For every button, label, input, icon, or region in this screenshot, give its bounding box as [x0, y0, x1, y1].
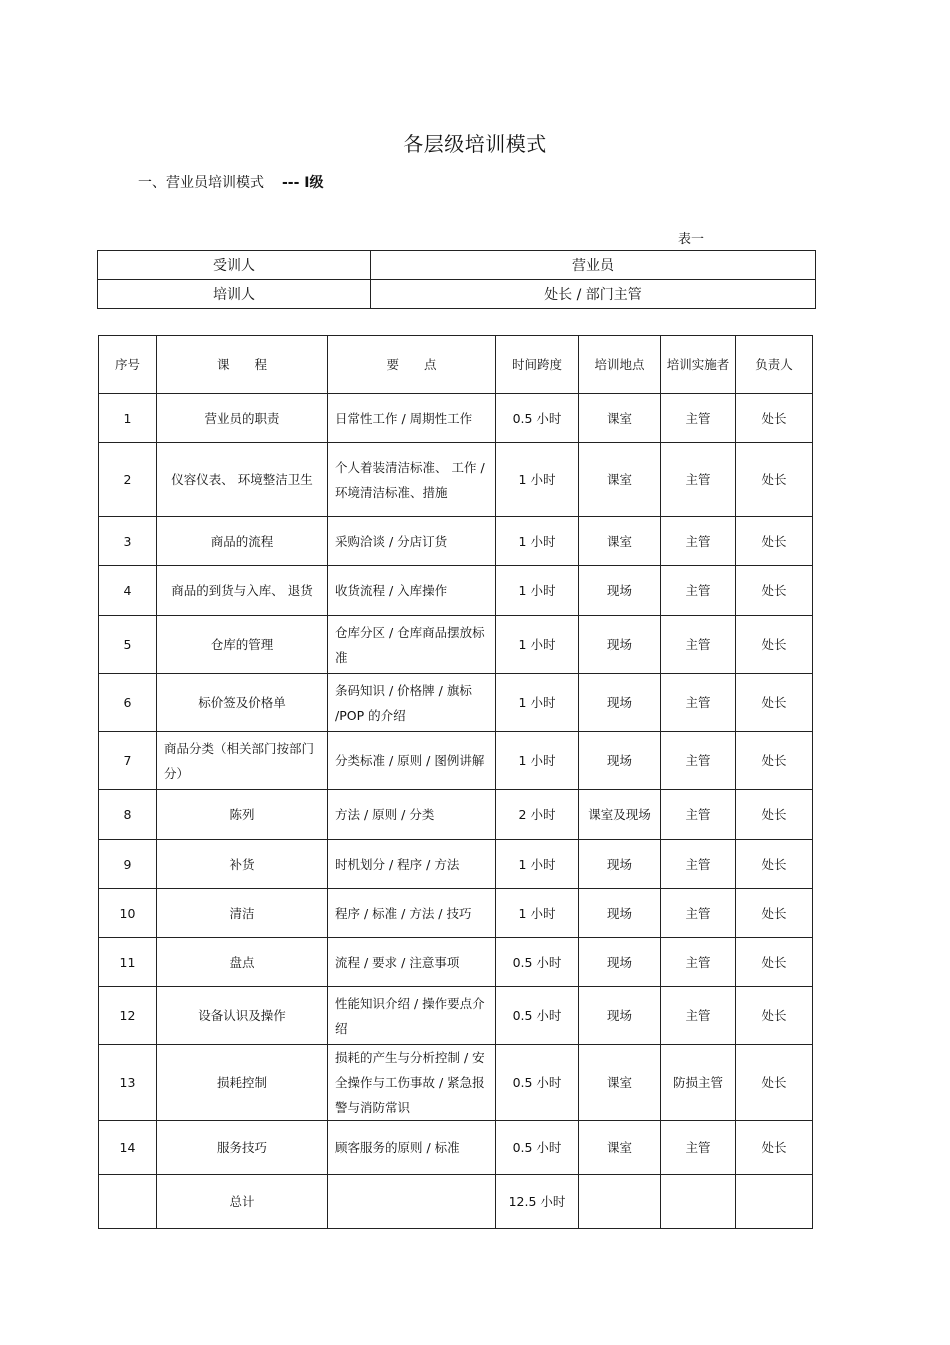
cell-time: 1 小时	[496, 616, 579, 674]
table-row	[99, 517, 813, 566]
cell-no: 2	[99, 443, 157, 517]
cell-trainer: 主管	[661, 938, 736, 987]
cell-course: 营业员的职责	[157, 394, 328, 443]
cell-owner: 处长	[736, 732, 813, 790]
cell-trainer: 主管	[661, 1121, 736, 1175]
section-heading	[138, 172, 324, 192]
cell-owner: 处长	[736, 938, 813, 987]
cell-place	[579, 1175, 661, 1229]
cell-place: 现场	[579, 674, 661, 732]
cell-owner: 处长	[736, 566, 813, 616]
cell-points: 日常性工作 / 周期性工作	[328, 394, 496, 443]
cell-place: 现场	[579, 987, 661, 1045]
cell-points: 顾客服务的原则 / 标准	[328, 1121, 496, 1175]
cell-points	[328, 1175, 496, 1229]
header-time: 时间跨度	[496, 336, 579, 394]
cell-trainer: 主管	[661, 616, 736, 674]
table-row	[99, 732, 813, 790]
table-row	[99, 616, 813, 674]
cell-place: 现场	[579, 889, 661, 938]
cell-no: 5	[99, 616, 157, 674]
cell-course: 损耗控制	[157, 1045, 328, 1121]
cell-points: 分类标准 / 原则 / 图例讲解	[328, 732, 496, 790]
cell-no: 14	[99, 1121, 157, 1175]
header-points: 要 点	[328, 336, 496, 394]
cell-place: 课室	[579, 443, 661, 517]
table-row	[99, 938, 813, 987]
cell-trainer: 主管	[661, 443, 736, 517]
cell-course: 商品的流程	[157, 517, 328, 566]
total-row	[99, 1175, 813, 1229]
table-row	[99, 987, 813, 1045]
page-title: 各层级培训模式	[403, 132, 547, 156]
course-table-body	[99, 394, 813, 1229]
cell-time: 1 小时	[496, 674, 579, 732]
cell-place: 课室	[579, 1045, 661, 1121]
course-table-header	[99, 336, 813, 394]
cell-course: 盘点	[157, 938, 328, 987]
course-table	[98, 335, 813, 1229]
cell-owner: 处长	[736, 1045, 813, 1121]
cell-points: 方法 / 原则 / 分类	[328, 790, 496, 840]
cell-owner	[736, 1175, 813, 1229]
cell-points: 流程 / 要求 / 注意事项	[328, 938, 496, 987]
cell-no: 10	[99, 889, 157, 938]
trainer-row	[98, 280, 816, 309]
cell-time: 1 小时	[496, 889, 579, 938]
cell-course: 总计	[157, 1175, 328, 1229]
cell-no: 12	[99, 987, 157, 1045]
cell-points: 采购洽谈 / 分店订货	[328, 517, 496, 566]
cell-no: 4	[99, 566, 157, 616]
cell-owner: 处长	[736, 674, 813, 732]
cell-no: 8	[99, 790, 157, 840]
cell-place: 现场	[579, 732, 661, 790]
table-row	[99, 840, 813, 889]
cell-owner: 处长	[736, 394, 813, 443]
cell-no: 6	[99, 674, 157, 732]
cell-place: 现场	[579, 616, 661, 674]
cell-points: 性能知识介绍 / 操作要点介绍	[328, 987, 496, 1045]
cell-owner: 处长	[736, 790, 813, 840]
cell-time: 1 小时	[496, 840, 579, 889]
cell-course: 服务技巧	[157, 1121, 328, 1175]
cell-place: 现场	[579, 938, 661, 987]
cell-course: 商品分类（相关部门按部门分）	[157, 732, 328, 790]
cell-trainer: 主管	[661, 517, 736, 566]
cell-points: 个人着装清洁标准、 工作 / 环境清洁标准、措施	[328, 443, 496, 517]
cell-trainer: 主管	[661, 394, 736, 443]
section-heading-text: 一、营业员培训模式	[138, 175, 264, 191]
cell-owner: 处长	[736, 889, 813, 938]
cell-owner: 处长	[736, 616, 813, 674]
cell-course: 标价签及价格单	[157, 674, 328, 732]
cell-no: 1	[99, 394, 157, 443]
cell-place: 课室	[579, 394, 661, 443]
cell-course: 商品的到货与入库、 退货	[157, 566, 328, 616]
table-row	[99, 889, 813, 938]
cell-course: 清洁	[157, 889, 328, 938]
header-trainer: 培训实施者	[661, 336, 736, 394]
cell-place: 课室及现场	[579, 790, 661, 840]
cell-course: 陈列	[157, 790, 328, 840]
table-row	[99, 790, 813, 840]
cell-points: 条码知识 / 价格牌 / 旗标 /POP 的介绍	[328, 674, 496, 732]
cell-trainer: 防损主管	[661, 1045, 736, 1121]
cell-points: 仓库分区 / 仓库商品摆放标准	[328, 616, 496, 674]
cell-place: 现场	[579, 840, 661, 889]
cell-owner: 处长	[736, 517, 813, 566]
table-row	[99, 674, 813, 732]
cell-points: 程序 / 标准 / 方法 / 技巧	[328, 889, 496, 938]
table-row	[99, 1045, 813, 1121]
trainer-value: 处长 / 部门主管	[371, 280, 816, 309]
cell-course: 仪容仪表、 环境整洁卫生	[157, 443, 328, 517]
cell-time: 0.5 小时	[496, 1045, 579, 1121]
table-row	[99, 394, 813, 443]
cell-no	[99, 1175, 157, 1229]
cell-no: 3	[99, 517, 157, 566]
trainee-label: 受训人	[98, 251, 371, 280]
cell-points: 损耗的产生与分析控制 / 安全操作与工伤事故 / 紧急报警与消防常识	[328, 1045, 496, 1121]
cell-trainer: 主管	[661, 674, 736, 732]
cell-owner: 处长	[736, 443, 813, 517]
cell-time: 1 小时	[496, 443, 579, 517]
cell-trainer: 主管	[661, 732, 736, 790]
trainer-label: 培训人	[98, 280, 371, 309]
table-row	[99, 1121, 813, 1175]
cell-course: 仓库的管理	[157, 616, 328, 674]
cell-time: 0.5 小时	[496, 394, 579, 443]
trainee-row	[98, 251, 816, 280]
trainer-summary-table	[97, 250, 816, 309]
cell-no: 7	[99, 732, 157, 790]
cell-place: 课室	[579, 1121, 661, 1175]
cell-no: 13	[99, 1045, 157, 1121]
header-place: 培训地点	[579, 336, 661, 394]
section-level: --- Ⅰ级	[282, 175, 324, 191]
cell-time: 12.5 小时	[496, 1175, 579, 1229]
cell-place: 现场	[579, 566, 661, 616]
cell-points: 时机划分 / 程序 / 方法	[328, 840, 496, 889]
cell-trainer: 主管	[661, 840, 736, 889]
cell-trainer: 主管	[661, 889, 736, 938]
cell-trainer	[661, 1175, 736, 1229]
cell-owner: 处长	[736, 1121, 813, 1175]
header-course: 课 程	[157, 336, 328, 394]
cell-no: 9	[99, 840, 157, 889]
header-no: 序号	[99, 336, 157, 394]
cell-owner: 处长	[736, 840, 813, 889]
cell-time: 0.5 小时	[496, 987, 579, 1045]
cell-place: 课室	[579, 517, 661, 566]
cell-points: 收货流程 / 入库操作	[328, 566, 496, 616]
cell-course: 补货	[157, 840, 328, 889]
cell-course: 设备认识及操作	[157, 987, 328, 1045]
cell-trainer: 主管	[661, 987, 736, 1045]
header-owner: 负责人	[736, 336, 813, 394]
cell-time: 1 小时	[496, 566, 579, 616]
cell-time: 1 小时	[496, 732, 579, 790]
cell-no: 11	[99, 938, 157, 987]
table-row	[99, 443, 813, 517]
cell-time: 2 小时	[496, 790, 579, 840]
cell-trainer: 主管	[661, 566, 736, 616]
table-row	[99, 566, 813, 616]
trainee-value: 营业员	[371, 251, 816, 280]
cell-trainer: 主管	[661, 790, 736, 840]
cell-time: 0.5 小时	[496, 938, 579, 987]
cell-time: 1 小时	[496, 517, 579, 566]
table-caption: 表一	[678, 232, 705, 247]
cell-owner: 处长	[736, 987, 813, 1045]
cell-time: 0.5 小时	[496, 1121, 579, 1175]
